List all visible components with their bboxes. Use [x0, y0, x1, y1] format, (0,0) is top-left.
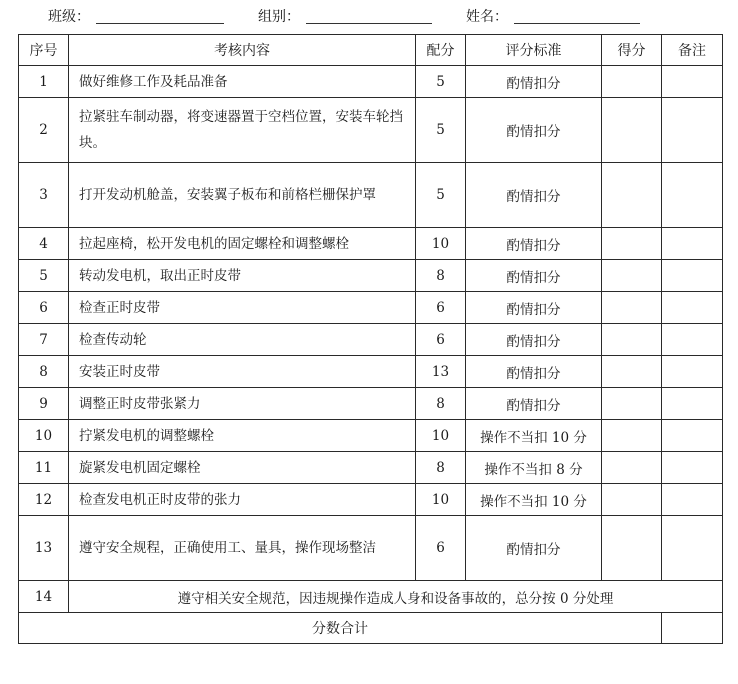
table-row	[19, 228, 723, 260]
row-standard: 酌情扣分	[466, 292, 602, 324]
form-header	[0, 6, 738, 30]
row-number: 5	[19, 260, 69, 292]
row-score: 10	[416, 228, 466, 260]
col-header-remarks: 备注	[662, 35, 723, 66]
table-row	[19, 163, 723, 228]
row-content: 拉紧驻车制动器，将变速器置于空档位置，安装车轮挡块。	[69, 98, 416, 163]
table-row	[19, 260, 723, 292]
row-earned-cell[interactable]	[602, 66, 662, 98]
row-content: 遵守安全规程，正确使用工、量具，操作现场整洁	[69, 516, 416, 581]
row-remarks-cell[interactable]	[662, 163, 723, 228]
row-earned-cell[interactable]	[602, 420, 662, 452]
table-row-safety	[19, 581, 723, 613]
row-remarks-cell[interactable]	[662, 66, 723, 98]
table-row	[19, 388, 723, 420]
row-number: 11	[19, 452, 69, 484]
safety-rule-text: 遵守相关安全规范，因违规操作造成人身和设备事故的，总分按 0 分处理	[69, 581, 723, 613]
row-earned-cell[interactable]	[602, 516, 662, 581]
total-label: 分数合计	[19, 613, 662, 644]
row-score: 8	[416, 388, 466, 420]
group-field[interactable]	[306, 23, 432, 24]
table-row	[19, 324, 723, 356]
row-number: 2	[19, 98, 69, 163]
table-row	[19, 484, 723, 516]
table-row	[19, 356, 723, 388]
row-number: 14	[19, 581, 69, 613]
col-header-content: 考核内容	[69, 35, 416, 66]
table-row-total	[19, 613, 723, 644]
row-number: 6	[19, 292, 69, 324]
row-score: 6	[416, 324, 466, 356]
row-standard: 酌情扣分	[466, 388, 602, 420]
row-content: 安装正时皮带	[69, 356, 416, 388]
row-content: 做好维修工作及耗品准备	[69, 66, 416, 98]
assessment-table	[18, 34, 723, 644]
row-earned-cell[interactable]	[602, 163, 662, 228]
row-standard: 酌情扣分	[466, 260, 602, 292]
row-earned-cell[interactable]	[602, 228, 662, 260]
row-number: 10	[19, 420, 69, 452]
row-earned-cell[interactable]	[602, 260, 662, 292]
row-remarks-cell[interactable]	[662, 292, 723, 324]
row-content: 检查正时皮带	[69, 292, 416, 324]
col-header-number: 序号	[19, 35, 69, 66]
row-score: 5	[416, 98, 466, 163]
row-standard: 酌情扣分	[466, 516, 602, 581]
row-content: 拧紧发电机的调整螺栓	[69, 420, 416, 452]
row-earned-cell[interactable]	[602, 324, 662, 356]
name-label: 姓名：	[466, 9, 508, 25]
row-number: 9	[19, 388, 69, 420]
row-score: 8	[416, 260, 466, 292]
row-standard: 酌情扣分	[466, 66, 602, 98]
col-header-score: 配分	[416, 35, 466, 66]
row-remarks-cell[interactable]	[662, 228, 723, 260]
row-number: 8	[19, 356, 69, 388]
row-standard: 操作不当扣 10 分	[466, 420, 602, 452]
row-remarks-cell[interactable]	[662, 260, 723, 292]
row-score: 5	[416, 163, 466, 228]
table-row	[19, 420, 723, 452]
row-score: 10	[416, 420, 466, 452]
row-remarks-cell[interactable]	[662, 484, 723, 516]
row-remarks-cell[interactable]	[662, 324, 723, 356]
table-row	[19, 292, 723, 324]
row-remarks-cell[interactable]	[662, 98, 723, 163]
row-remarks-cell[interactable]	[662, 516, 723, 581]
row-content: 检查发电机正时皮带的张力	[69, 484, 416, 516]
row-score: 13	[416, 356, 466, 388]
row-earned-cell[interactable]	[602, 98, 662, 163]
row-score: 10	[416, 484, 466, 516]
row-standard: 酌情扣分	[466, 228, 602, 260]
row-number: 7	[19, 324, 69, 356]
row-earned-cell[interactable]	[602, 388, 662, 420]
row-score: 6	[416, 516, 466, 581]
row-content: 打开发动机舱盖，安装翼子板布和前格栏栅保护罩	[69, 163, 416, 228]
row-number: 3	[19, 163, 69, 228]
row-score: 5	[416, 66, 466, 98]
row-standard: 酌情扣分	[466, 163, 602, 228]
row-standard: 酌情扣分	[466, 98, 602, 163]
table-row	[19, 98, 723, 163]
row-earned-cell[interactable]	[602, 452, 662, 484]
row-content: 调整正时皮带张紧力	[69, 388, 416, 420]
table-row	[19, 452, 723, 484]
row-content: 转动发电机，取出正时皮带	[69, 260, 416, 292]
row-remarks-cell[interactable]	[662, 452, 723, 484]
row-earned-cell[interactable]	[602, 484, 662, 516]
col-header-earned: 得分	[602, 35, 662, 66]
row-number: 1	[19, 66, 69, 98]
col-header-standard: 评分标准	[466, 35, 602, 66]
table-row	[19, 66, 723, 98]
group-label: 组别：	[258, 9, 300, 25]
row-standard: 酌情扣分	[466, 356, 602, 388]
row-number: 4	[19, 228, 69, 260]
row-earned-cell[interactable]	[602, 356, 662, 388]
row-number: 13	[19, 516, 69, 581]
total-score-cell[interactable]	[662, 613, 723, 644]
row-number: 12	[19, 484, 69, 516]
class-field[interactable]	[96, 23, 224, 24]
class-label: 班级：	[48, 9, 90, 25]
row-standard: 操作不当扣 10 分	[466, 484, 602, 516]
row-remarks-cell[interactable]	[662, 356, 723, 388]
row-content: 旋紧发电机固定螺栓	[69, 452, 416, 484]
table-row	[19, 516, 723, 581]
row-content: 拉起座椅，松开发电机的固定螺栓和调整螺栓	[69, 228, 416, 260]
row-remarks-cell[interactable]	[662, 420, 723, 452]
row-earned-cell[interactable]	[602, 292, 662, 324]
table-header-row	[19, 35, 723, 66]
row-standard: 操作不当扣 8 分	[466, 452, 602, 484]
row-content: 检查传动轮	[69, 324, 416, 356]
name-field[interactable]	[514, 23, 640, 24]
row-remarks-cell[interactable]	[662, 388, 723, 420]
row-standard: 酌情扣分	[466, 324, 602, 356]
row-score: 8	[416, 452, 466, 484]
row-score: 6	[416, 292, 466, 324]
